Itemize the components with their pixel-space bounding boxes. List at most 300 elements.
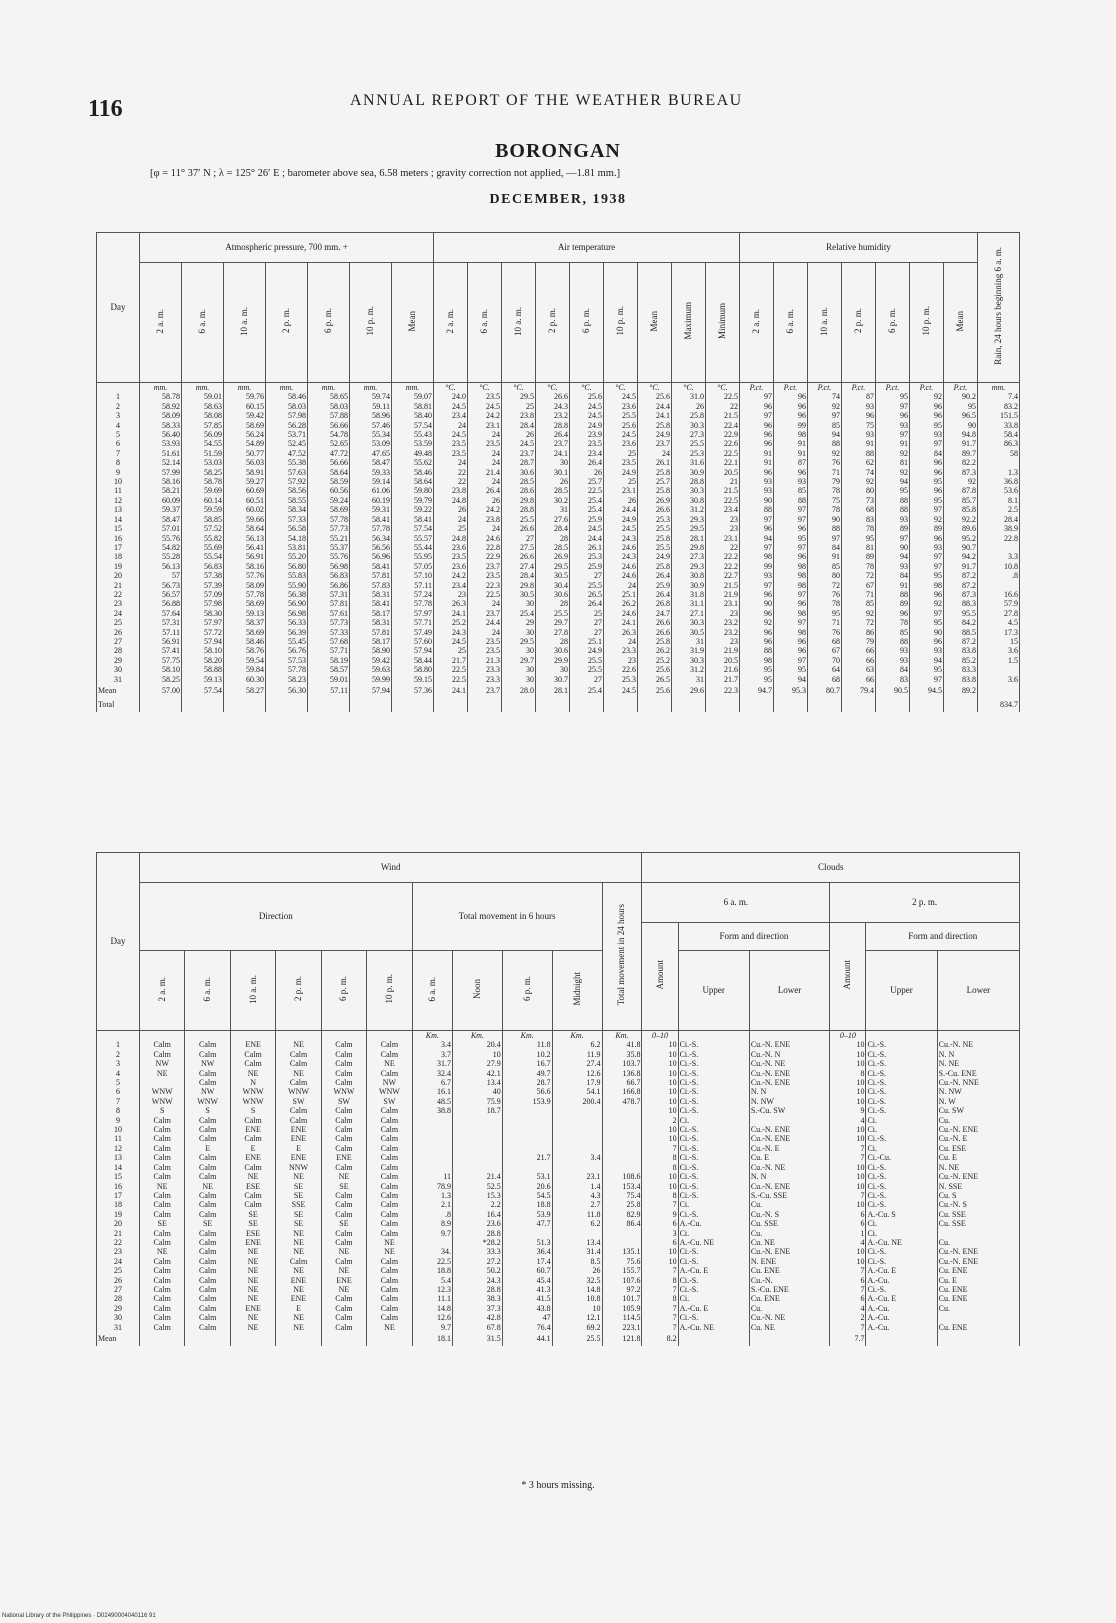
data-cell: 66 [842,675,876,684]
data-cell: 98 [910,581,944,590]
day-cell: 12 [97,496,140,505]
data-cell [502,1229,552,1238]
data-cell: 58.25 [182,468,224,477]
data-cell: 26.2 [604,599,638,608]
table-row [97,571,1020,580]
data-cell: 28.8 [672,477,706,486]
data-cell: 58.20 [182,656,224,665]
table-row [97,1313,1020,1322]
mean-cell: 121.8 [602,1332,642,1346]
data-cell: 56.86 [308,581,350,590]
data-cell: 92 [876,468,910,477]
mean-cell [230,1332,275,1346]
data-cell: 25.5 [536,609,570,618]
data-cell: 97 [774,515,808,524]
total-cell [672,698,706,712]
data-cell: 58.16 [224,562,266,571]
units-cell: 0–10 [830,1031,866,1041]
table-row [97,1257,1020,1266]
data-cell: 47 [502,1313,552,1322]
data-cell: Calm [276,1050,321,1059]
data-cell: Cu. SW [937,1106,1019,1115]
data-cell: 6 [642,1219,678,1228]
data-cell: 82.9 [602,1210,642,1219]
data-cell: 57.88 [308,411,350,420]
data-cell: Cu.-N. NE [937,1040,1019,1049]
data-cell: 57.05 [392,562,434,571]
data-cell: 95 [740,675,774,684]
data-cell: 90 [808,515,842,524]
data-cell: 96 [774,402,808,411]
units-cell: mm. [978,383,1020,393]
units-cell [866,1031,937,1041]
day-cell: 29 [97,656,140,665]
data-cell: Calm [321,1116,366,1125]
data-cell: 10 [830,1125,866,1134]
data-cell [140,1078,185,1087]
data-cell: 30.3 [672,421,706,430]
data-cell: 11.8 [502,1040,552,1049]
data-cell: 58.80 [392,665,434,674]
pressure-hour-header: 10 a. m. [224,263,266,383]
data-cell: Cu.-N. ENE [749,1078,830,1087]
data-cell: Cu. ENE [749,1294,830,1303]
data-cell: 93 [876,515,910,524]
data-cell: 57.81 [350,628,392,637]
data-cell: Cu. [749,1229,830,1238]
mean-cell: 57.00 [140,684,182,698]
data-cell: 151.5 [978,411,1020,420]
units-cell: Km. [502,1031,552,1041]
data-cell: 97 [876,402,910,411]
data-cell: 27 [570,618,604,627]
data-cell: 96 [740,590,774,599]
data-cell: 55.76 [140,534,182,543]
data-cell: 53.9 [502,1210,552,1219]
data-cell: 55.45 [266,637,308,646]
data-cell: 30.1 [536,468,570,477]
data-cell [502,1134,552,1143]
data-cell: 93 [740,477,774,486]
data-cell: 1.3 [978,468,1020,477]
data-cell: 28.8 [502,505,536,514]
data-cell: 57.78 [392,599,434,608]
data-cell: 27.1 [672,609,706,618]
data-cell [502,1106,552,1115]
data-cell: 88 [876,590,910,599]
data-cell: 25.6 [604,421,638,430]
humidity-hour-header: 10 p. m. [910,263,944,383]
data-cell: 8.5 [552,1257,602,1266]
data-cell: 58.41 [350,562,392,571]
data-cell: 7 [830,1153,866,1162]
data-cell: 25.5 [604,411,638,420]
data-cell: 55.34 [350,430,392,439]
data-cell: 8 [642,1276,678,1285]
data-cell: ENE [276,1153,321,1162]
data-cell: 92 [808,449,842,458]
data-cell: 94.8 [944,430,978,439]
data-cell: 1.3 [412,1191,452,1200]
data-cell: Calm [140,1210,185,1219]
mean-row [97,1332,1020,1346]
data-cell: 98 [774,609,808,618]
data-cell: 92 [842,477,876,486]
data-cell: Calm [367,1144,412,1153]
table-row [97,430,1020,439]
data-cell: 23.3 [604,646,638,655]
data-cell: 20.4 [452,1040,502,1049]
data-cell: 48.5 [412,1097,452,1106]
data-cell: 31.8 [672,590,706,599]
data-cell: 24.9 [604,468,638,477]
data-cell: 94 [910,656,944,665]
data-cell: 59.01 [182,392,224,401]
data-cell: 56.40 [140,430,182,439]
day-cell: 12 [97,1144,140,1153]
data-cell: 30.6 [502,468,536,477]
data-cell [978,665,1020,674]
data-cell: 2 [642,1116,678,1125]
data-cell: 97 [740,581,774,590]
data-cell: 22.2 [706,562,740,571]
data-cell: 57.63 [266,468,308,477]
data-cell: 26 [502,430,536,439]
data-cell: 84 [910,449,944,458]
data-cell: 53.09 [350,439,392,448]
table-row [97,543,1020,552]
data-cell [452,1125,502,1134]
data-cell: 24.7 [638,609,672,618]
data-cell: Calm [230,1163,275,1172]
data-cell: Calm [276,1116,321,1125]
data-cell: 56.73 [140,581,182,590]
data-cell: 96 [774,524,808,533]
data-cell: 136.8 [602,1069,642,1078]
data-cell: 24.5 [434,402,468,411]
data-cell: 1.5 [978,656,1020,665]
data-cell: 87.2 [944,571,978,580]
data-cell: 58.44 [392,656,434,665]
data-cell: 8 [642,1153,678,1162]
data-cell: Cu. [937,1304,1019,1313]
data-cell: 24.5 [570,524,604,533]
data-cell: 27.3 [672,552,706,561]
data-cell: Calm [140,1229,185,1238]
data-cell: Cu.-N. S [749,1210,830,1219]
data-cell: 135.1 [602,1247,642,1256]
data-cell: 85 [774,486,808,495]
data-cell: 42.8 [452,1313,502,1322]
data-cell: 53.59 [392,439,434,448]
data-cell: NE [140,1069,185,1078]
data-cell: 24.9 [638,430,672,439]
total-cell: 834.7 [978,698,1020,712]
data-cell: A.-Cu. E [678,1266,749,1275]
data-cell: 85.8 [944,505,978,514]
data-cell: NE [276,1313,321,1322]
data-cell: Calm [367,1153,412,1162]
mean-cell: 57.54 [182,684,224,698]
data-cell [602,1125,642,1134]
data-cell: 13.4 [552,1238,602,1247]
data-cell: 25.5 [638,524,672,533]
data-cell: 10 [642,1087,678,1096]
data-cell: 105.9 [602,1304,642,1313]
data-cell: NW [140,1059,185,1068]
humidity-hour-header: 6 p. m. [876,263,910,383]
data-cell: 94 [774,675,808,684]
data-cell: Calm [321,1257,366,1266]
data-cell: 56.83 [182,562,224,571]
data-cell: 57.97 [182,618,224,627]
day-cell: 8 [97,458,140,467]
data-cell: A.-Cu. E [678,1304,749,1313]
data-cell: 24 [468,599,502,608]
data-cell: Calm [140,1238,185,1247]
data-cell: Calm [276,1106,321,1115]
data-cell: 30 [536,458,570,467]
data-cell: E [230,1144,275,1153]
data-cell: 87 [842,392,876,401]
data-cell [552,1144,602,1153]
data-cell: 66.7 [602,1078,642,1087]
units-cell: °C. [706,383,740,393]
data-cell: 38.9 [978,524,1020,533]
data-cell: 94 [876,477,910,486]
table-row [97,590,1020,599]
data-cell: Cu.-N. ENE [937,1125,1019,1134]
data-cell: Ci.-S. [678,1163,749,1172]
data-cell: Ci. [866,1116,937,1125]
table-row [97,1097,1020,1106]
table-row [97,1172,1020,1181]
data-cell: NW [185,1087,230,1096]
data-cell: N. W [937,1097,1019,1106]
mean-cell [937,1332,1019,1346]
data-cell: NE [276,1172,321,1181]
temperature-hour-header: Mean [638,263,672,383]
table-row [97,552,1020,561]
table-row [97,1050,1020,1059]
data-cell: Calm [367,1294,412,1303]
data-cell: 55.20 [266,552,308,561]
units-row [97,1031,1020,1041]
data-cell: 24.4 [570,534,604,543]
data-cell: 58.4 [978,430,1020,439]
data-cell: 23.5 [434,439,468,448]
data-cell: 2.1 [412,1200,452,1209]
data-cell: 21.9 [706,590,740,599]
data-cell: 28.4 [978,515,1020,524]
data-cell: *28.2 [452,1238,502,1247]
data-cell: 55.28 [140,552,182,561]
data-cell: 27.5 [502,543,536,552]
footnote: * 3 hours missing. [521,1480,595,1491]
units-cell [937,1031,1019,1041]
data-cell: 58.91 [224,468,266,477]
data-cell: 88 [774,496,808,505]
data-cell: 59.13 [182,675,224,684]
data-cell: 62 [842,458,876,467]
data-cell: 80 [808,571,842,580]
data-cell: N [230,1078,275,1087]
data-cell: 25.1 [570,637,604,646]
data-cell: Calm [185,1040,230,1049]
data-cell: 26.3 [604,628,638,637]
data-cell [749,1116,830,1125]
data-cell: 10 [830,1059,866,1068]
data-cell: Calm [185,1125,230,1134]
data-cell: 93 [876,421,910,430]
data-cell: SE [276,1182,321,1191]
data-cell: Ci.-S. [866,1050,937,1059]
data-cell: 11.8 [552,1210,602,1219]
data-cell [552,1134,602,1143]
movement-hour-header: 6 a. m. [412,951,452,1031]
data-cell: NE [276,1069,321,1078]
data-cell: 98 [740,656,774,665]
data-cell: 27.8 [978,609,1020,618]
data-cell: 25.1 [604,590,638,599]
data-cell: 91 [876,439,910,448]
units-cell [678,1031,749,1041]
data-cell: N. NE [937,1059,1019,1068]
data-cell: 29.8 [502,581,536,590]
data-cell: 59.66 [224,515,266,524]
data-cell: 68 [842,505,876,514]
data-cell: 76 [808,458,842,467]
data-cell: 28.4 [536,524,570,533]
data-cell: 96 [740,609,774,618]
data-cell: 42.1 [452,1069,502,1078]
data-cell: Ci.-Cu. [866,1153,937,1162]
data-cell: WNW [140,1097,185,1106]
day-cell: 17 [97,543,140,552]
data-cell: 30.8 [672,496,706,505]
data-cell: Calm [185,1191,230,1200]
data-cell: SE [185,1219,230,1228]
meteorological-table [96,232,1020,712]
data-cell: 24 [434,515,468,524]
data-cell: Calm [140,1285,185,1294]
data-cell: 6 [830,1210,866,1219]
data-cell: NE [230,1069,275,1078]
mean-cell: 79.4 [842,684,876,698]
data-cell: Calm [367,1191,412,1200]
data-cell: 25.5 [638,543,672,552]
data-cell: 27.4 [552,1059,602,1068]
data-cell: 67 [808,646,842,655]
data-cell: 21.7 [434,656,468,665]
data-cell: 59.15 [392,675,434,684]
data-cell: 87.3 [944,468,978,477]
data-cell: Cu. ENE [937,1323,1019,1332]
data-cell: 26.6 [638,618,672,627]
data-cell: 107.6 [602,1276,642,1285]
data-cell: SE [230,1210,275,1219]
units-cell [97,383,140,393]
day-cell: 22 [97,590,140,599]
pressure-group-header: Atmospheric pressure, 700 mm. + [140,233,434,263]
data-cell: 23.8 [502,411,536,420]
data-cell: 59.37 [140,505,182,514]
data-cell: 41.5 [502,1294,552,1303]
units-cell: mm. [182,383,224,393]
direction-hour-header: 2 a. m. [140,951,185,1031]
data-cell: NE [185,1182,230,1191]
data-cell: A.-Cu. NE [678,1238,749,1247]
data-cell: Calm [185,1229,230,1238]
data-cell: Cu. E [937,1153,1019,1162]
data-cell: 22.8 [468,543,502,552]
data-cell: 60.69 [224,486,266,495]
day-cell: 5 [97,1078,140,1087]
data-cell: 59.27 [224,477,266,486]
data-cell: 93 [842,430,876,439]
data-cell: 23.5 [468,646,502,655]
data-cell: 58.19 [308,656,350,665]
data-cell: 58.57 [308,665,350,674]
data-cell: 6 [830,1294,866,1303]
data-cell: 10 [830,1200,866,1209]
data-cell: 64 [808,665,842,674]
data-cell: 96 [740,421,774,430]
data-cell: 24.5 [604,524,638,533]
temperature-hour-header: Minimum [706,263,740,383]
data-cell: 56.6 [502,1087,552,1096]
data-cell: 23 [706,524,740,533]
data-cell: 10 [830,1078,866,1087]
table-row [97,1191,1020,1200]
data-cell: 38.8 [412,1106,452,1115]
data-cell: 54.5 [502,1191,552,1200]
mean-cell: 57.94 [350,684,392,698]
data-cell: 90 [876,543,910,552]
day-cell: 19 [97,1210,140,1219]
data-cell: 20.6 [502,1182,552,1191]
data-cell [602,1153,642,1162]
data-cell: 63 [842,665,876,674]
data-cell: 30.3 [672,656,706,665]
data-cell: 23 [434,590,468,599]
data-cell: 26.4 [536,430,570,439]
data-cell: 57.81 [350,571,392,580]
data-cell: 58.85 [182,515,224,524]
table-row [97,477,1020,486]
data-cell: 4.5 [978,618,1020,627]
day-cell: 21 [97,1229,140,1238]
data-cell: ESE [230,1182,275,1191]
data-cell: 20.5 [706,656,740,665]
data-cell: NE [367,1247,412,1256]
data-cell: N. NW [749,1097,830,1106]
data-cell: Calm [140,1116,185,1125]
units-cell [185,1031,230,1041]
table-row [97,468,1020,477]
day-cell: 1 [97,1040,140,1049]
data-cell: Calm [185,1210,230,1219]
data-cell: Calm [230,1134,275,1143]
data-cell: Ci.-S. [678,1172,749,1181]
units-cell [230,1031,275,1041]
data-cell: Cu. E [937,1276,1019,1285]
data-cell: E [276,1144,321,1153]
data-cell: WNW [367,1087,412,1096]
data-cell: 33.3 [452,1247,502,1256]
data-cell: 25.7 [638,477,672,486]
table-row [97,1294,1020,1303]
